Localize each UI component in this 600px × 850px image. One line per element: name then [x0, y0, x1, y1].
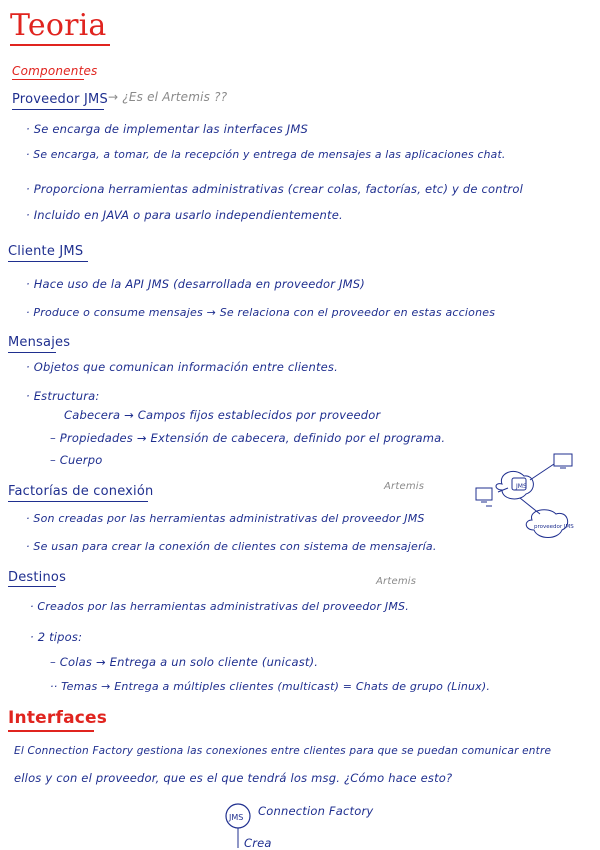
diagram-jms-label: JMS: [516, 483, 527, 490]
page-title: Teoria: [10, 8, 107, 43]
cf-jms-label: JMS: [229, 813, 244, 822]
components-heading: Componentes: [12, 64, 98, 78]
provider-aside: → ¿Es el Artemis ??: [108, 90, 228, 104]
connection-factory-partial: Crea: [244, 836, 272, 850]
components-underline: [12, 79, 84, 80]
destinations-type-2: ·· Temas → Entrega a múltiples clientes (multicast) = Chats de grupo (Linux).: [50, 680, 491, 693]
diagram-provider-label: proveedor JMS: [534, 524, 574, 530]
messages-structure-1: Cabecera → Campos fijos establecidos por proveedor: [64, 408, 381, 422]
client-underline: [8, 261, 88, 262]
factories-bullet-1: · Son creadas por las herramientas administrativas del proveedor JMS: [26, 512, 425, 525]
client-bullet-1: · Hace uso de la API JMS (desarrollada en proveedor JMS): [26, 277, 365, 291]
destinations-note: Artemis: [376, 576, 417, 587]
messages-heading: Mensajes: [8, 335, 71, 350]
interfaces-heading: Interfaces: [8, 708, 108, 728]
factories-heading: Factorías de conexión: [8, 484, 154, 499]
messages-underline: [8, 352, 56, 353]
provider-heading: Proveedor JMS: [12, 92, 108, 107]
provider-bullet-1: · Se encarga de implementar las interfaces JMS: [26, 122, 308, 136]
interfaces-paragraph-2: ellos y con el proveedor, que es el que tendrá los msg. ¿Cómo hace esto?: [14, 771, 453, 785]
provider-bullet-4: · Incluido en JAVA o para usarlo independientemente.: [26, 208, 343, 222]
client-bullet-2: · Produce o consume mensajes → Se relaciona con el proveedor en estas acciones: [26, 306, 496, 319]
client-heading: Cliente JMS: [8, 244, 84, 259]
factories-note: Artemis: [384, 481, 425, 492]
monitor-icon-top: [554, 454, 572, 466]
monitor-icon-left: [476, 488, 492, 500]
destinations-heading: Destinos: [8, 570, 67, 585]
provider-underline: [12, 109, 104, 110]
factories-bullet-2: · Se usan para crear la conexión de clientes con sistema de mensajería.: [26, 540, 437, 553]
interfaces-underline: [8, 730, 94, 732]
connection-factory-label: Connection Factory: [258, 804, 374, 818]
cloud-shape: [496, 471, 533, 499]
destinations-type-1: – Colas → Entrega a un solo cliente (unicast).: [50, 655, 319, 669]
title-underline: [10, 44, 110, 46]
destinations-bullet-2: · 2 tipos:: [30, 630, 83, 644]
messages-structure-3: – Cuerpo: [50, 453, 103, 467]
destinations-underline: [8, 586, 56, 587]
interfaces-paragraph-1: El Connection Factory gestiona las conexiones entre clientes para que se puedan comunicar entre: [14, 745, 552, 757]
messages-structure-2: – Propiedades → Extensión de cabecera, definido por el programa.: [50, 431, 446, 445]
messages-bullet-2: · Estructura:: [26, 389, 100, 403]
destinations-bullet-1: · Creados por las herramientas administrativas del proveedor JMS.: [30, 600, 409, 613]
messages-bullet-1: · Objetos que comunican información entre clientes.: [26, 360, 338, 374]
provider-bullet-3: · Proporciona herramientas administrativas (crear colas, factorías, etc) y de control: [26, 182, 523, 196]
provider-bullet-2: · Se encarga, a tomar, de la recepción y entrega de mensajes a las aplicaciones chat.: [26, 148, 506, 161]
factories-diagram: [468, 444, 596, 554]
factories-underline: [8, 501, 148, 502]
